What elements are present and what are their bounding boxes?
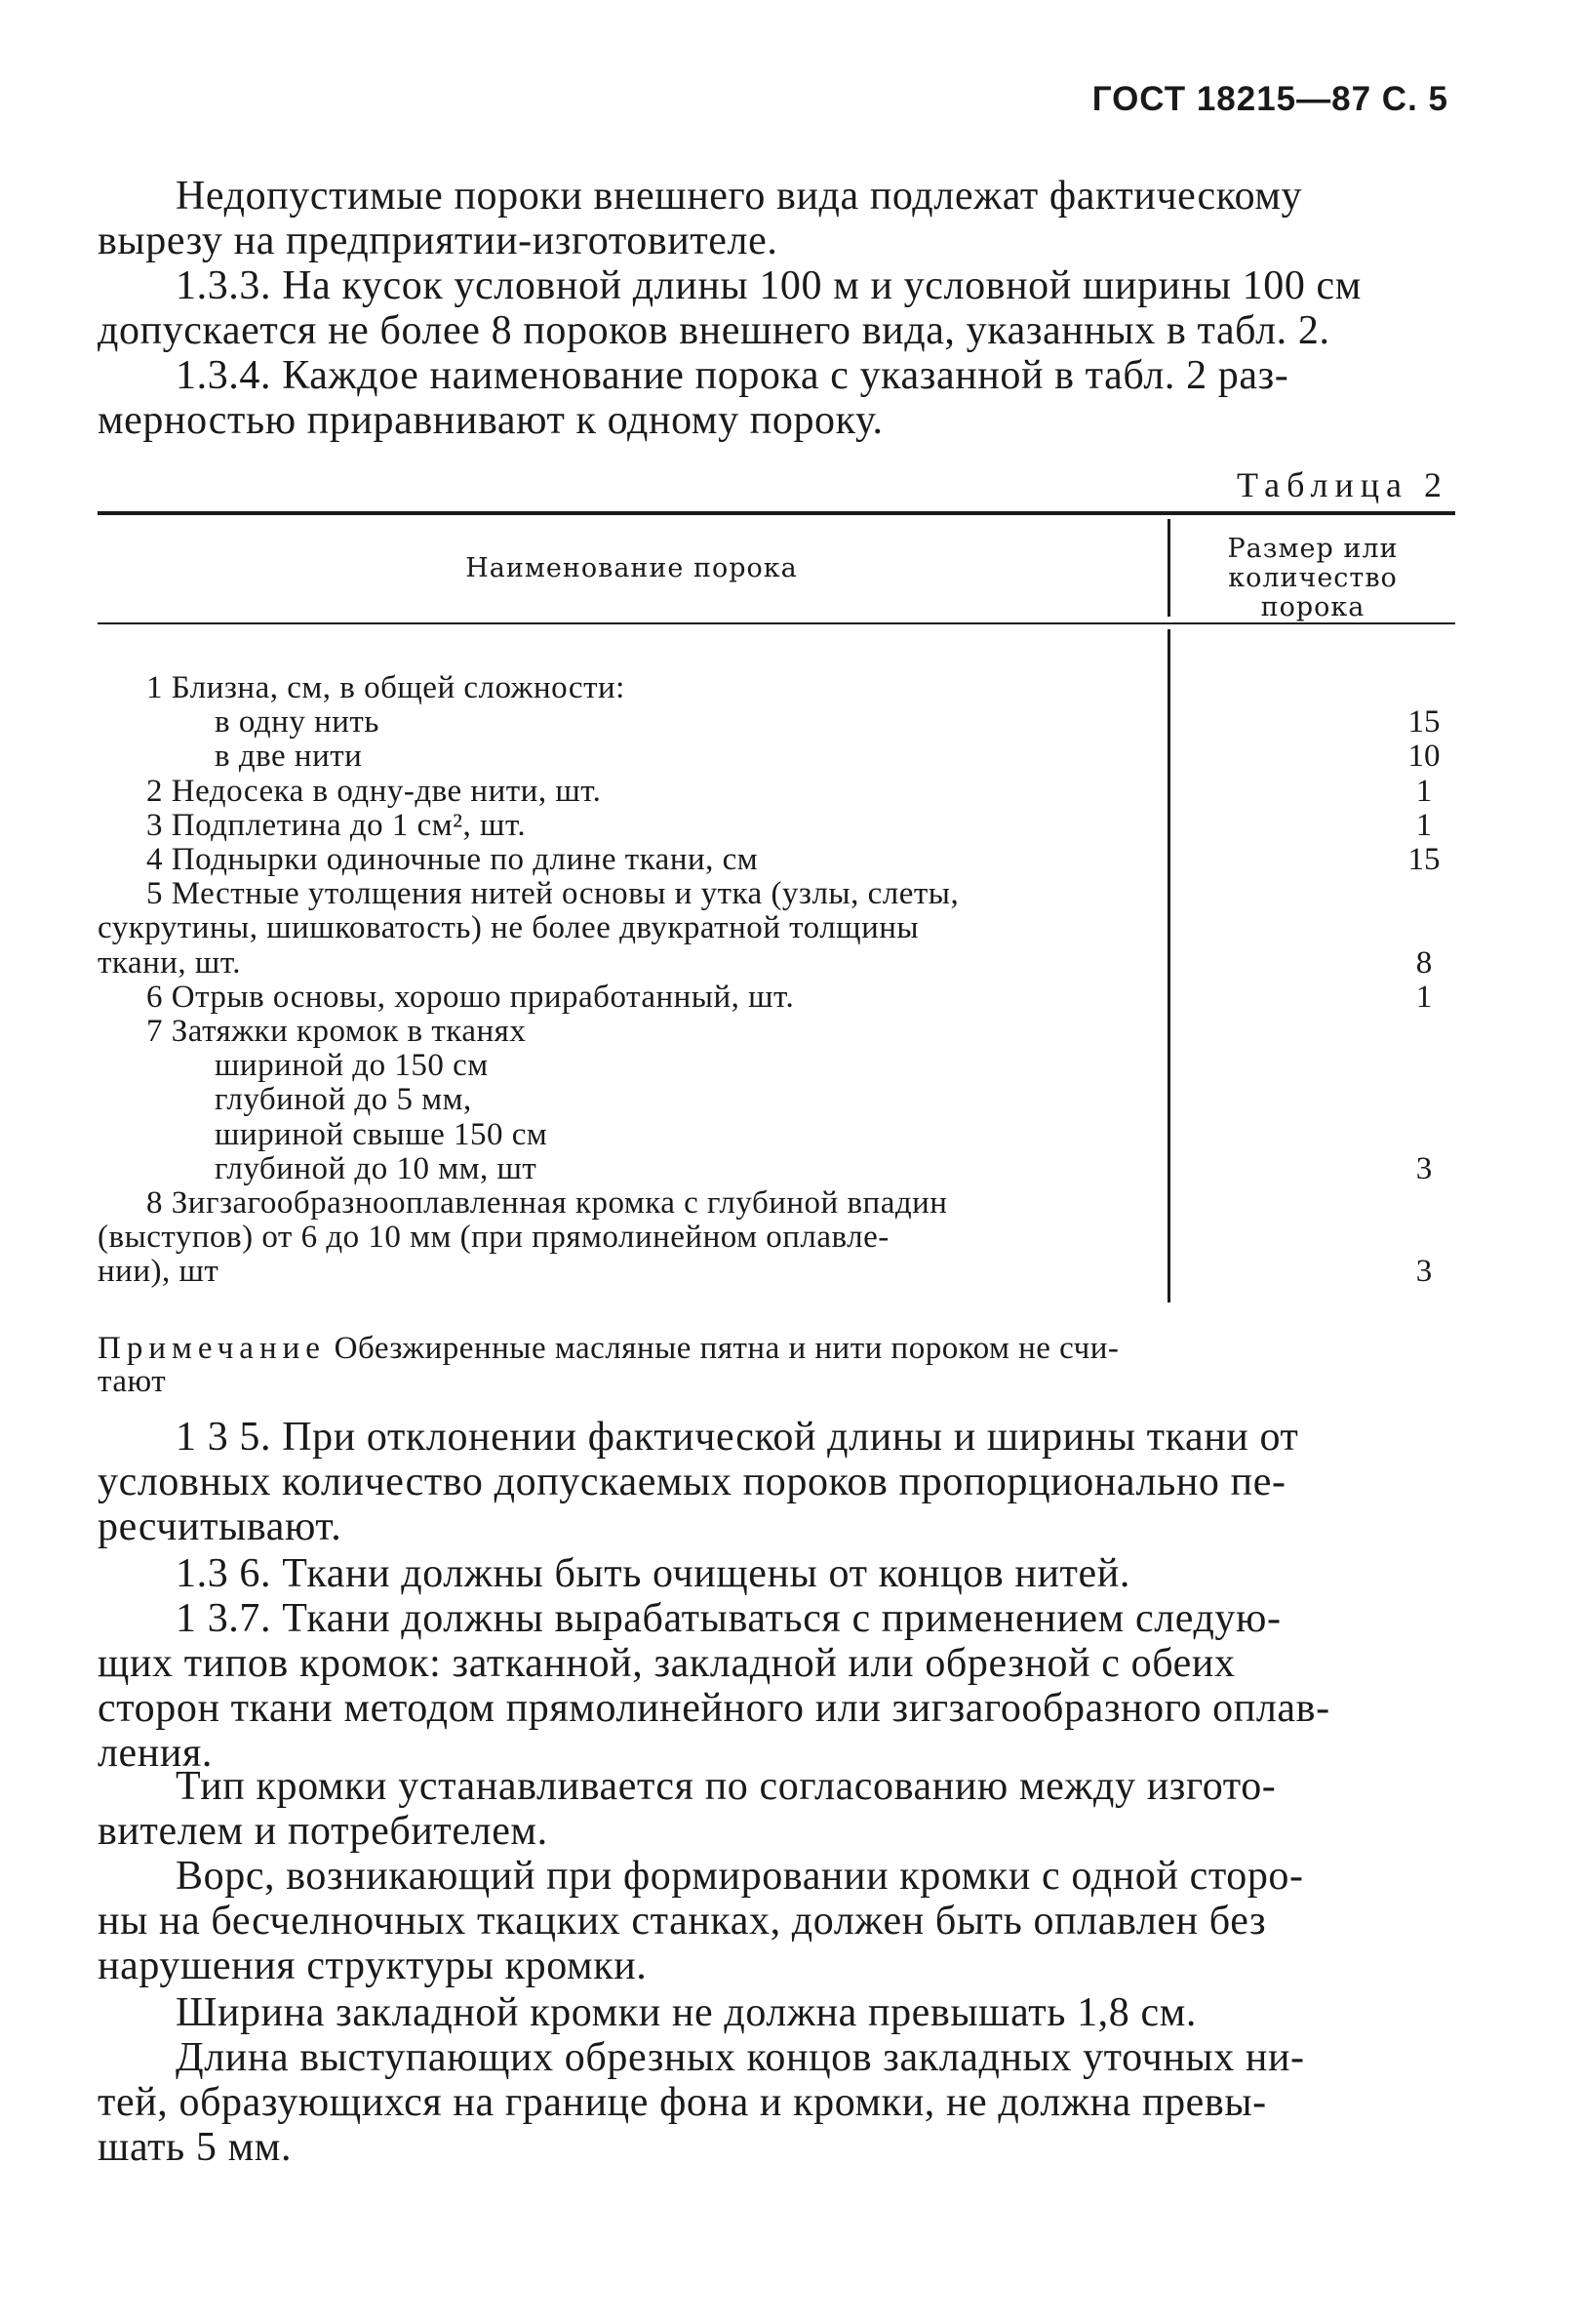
defect-size-cell: 1 <box>1415 979 1433 1015</box>
paragraph-thread-ends <box>98 2035 1463 2170</box>
text-line: Недопустимые пороки внешнего вида подлежат фактическому <box>176 174 1303 219</box>
defect-name-cell: шириной до 150 см <box>215 1048 489 1084</box>
text-line: Ворс, возникающий при формировании кромки с одной сторо- <box>176 1854 1304 1899</box>
defect-name-cell: глубиной до 5 мм, <box>215 1082 472 1118</box>
text-line: 1.3.3. На кусок условной длины 100 м и условной ширины 100 см <box>176 263 1362 308</box>
paragraph-edge-width <box>98 1990 1463 2035</box>
text-line: 1.3 6. Ткани должны быть очищены от концов нитей. <box>176 1551 1130 1596</box>
text-line: шать 5 мм. <box>98 2125 293 2170</box>
defect-name-cell: 5 Местные утолщения нитей основы и утка (узлы, слеты, <box>146 876 960 912</box>
defect-name-cell: 1 Близна, см, в общей сложности: <box>146 670 625 705</box>
paragraph-edge-type <box>98 1764 1463 1854</box>
defect-name-cell: 4 Подныpки одиночные по длине ткани, см <box>146 842 759 877</box>
defect-size-cell: 8 <box>1415 944 1433 981</box>
col-header-line: количество <box>1228 563 1398 593</box>
intro-paragraph-2 <box>98 263 1463 353</box>
text-line: вырезу на предприятии-изготовителе. <box>98 219 778 263</box>
defect-name-cell: в одну нить <box>215 704 379 741</box>
table-caption: Таблица 2 <box>1237 465 1448 504</box>
text-line: тей, образующихся на границе фона и кромки, не должна превы- <box>98 2080 1267 2125</box>
text-line: щих типов кромок: затканной, закладной или обрезной с обеих <box>98 1641 1236 1686</box>
defect-name-cell: 3 Подплетина до 1 см², шт. <box>146 807 527 843</box>
text-line: вителем и потребителем. <box>98 1809 548 1854</box>
defect-size-cell: 3 <box>1415 1254 1433 1290</box>
defect-name-cell: в две нити <box>215 739 363 775</box>
text-line: ресчитывают. <box>98 1504 342 1549</box>
note-text-cont: тают <box>98 1364 167 1399</box>
defect-name-cell: 7 Затяжки кромок в тканях <box>146 1014 527 1049</box>
table-header-rule <box>98 622 1455 624</box>
defect-name-cell: 6 Отрыв основы, хорошо приработанный, шт. <box>146 979 795 1015</box>
defect-size-cell: 15 <box>1407 704 1441 741</box>
defect-size-cell: 1 <box>1415 773 1433 809</box>
text-line: условных количество допускаемых пороков пропорционально пе- <box>98 1460 1286 1504</box>
paragraph-1-3-5 <box>98 1415 1463 1549</box>
text-line: ны на бесчелночных ткацких станках, должен быть оплавлен без <box>98 1899 1267 1943</box>
defect-name-cell: (выступов) от 6 до 10 мм (при прямолинейном оплавле- <box>98 1220 890 1256</box>
text-line: сторон ткани методом прямолинейного или зигзагообразного оплав- <box>98 1686 1330 1731</box>
defect-name-cell: сукрутины, шишковатость) не более двукратной толщины <box>98 910 920 946</box>
page-header: ГОСТ 18215—87 С. 5 <box>1091 80 1448 118</box>
col-header-size <box>1170 535 1455 622</box>
text-line: 1 3 5. При отклонении фактической длины и ширины ткани от <box>176 1415 1299 1460</box>
defect-name-cell: нии), шт <box>98 1254 219 1290</box>
paragraph-1-3-6 <box>98 1551 1463 1596</box>
defect-name-cell: 8 Зигзагообразнооплавленная кромка с глубиной впадин <box>146 1185 948 1221</box>
defect-name-cell: шириной свыше 150 см <box>215 1116 548 1152</box>
text-line: ления. <box>98 1731 213 1776</box>
table-top-rule <box>98 511 1455 515</box>
table-body-divider <box>1167 629 1170 1302</box>
text-line: 1.3.4. Каждое наименование порока с указанной в табл. 2 раз- <box>176 353 1289 398</box>
note-label: Примечание <box>98 1331 326 1366</box>
defect-size-cell: 10 <box>1407 739 1441 775</box>
col-header-line: порока <box>1260 592 1365 622</box>
text-line: Тип кромки устанавливается по согласованию между изгото- <box>176 1764 1277 1809</box>
note-text: Обезжиренные масляные пятна и нити пороком не счи- <box>325 1331 1120 1366</box>
text-line: допускается не более 8 пороков внешнего вида, указанных в табл. 2. <box>98 308 1330 353</box>
col-header-name: Наименование порока <box>465 553 798 583</box>
col-header-line: Размер или <box>1227 534 1399 564</box>
defect-name-cell: ткани, шт. <box>98 944 242 981</box>
text-line: мерностью приравнивают к одному пороку. <box>98 398 884 443</box>
defect-name-cell: глубиной до 10 мм, шт <box>215 1150 537 1186</box>
defect-size-cell: 1 <box>1415 807 1433 843</box>
table-note <box>98 1332 1463 1398</box>
intro-paragraph-1 <box>98 174 1463 263</box>
paragraph-pile <box>98 1854 1463 1988</box>
text-line: нарушения структуры кромки. <box>98 1943 648 1988</box>
text-line: Ширина закладной кромки не должна превышать 1,8 см. <box>176 1990 1197 2035</box>
defect-size-cell: 3 <box>1415 1150 1433 1186</box>
defect-size-cell: 15 <box>1407 842 1441 877</box>
paragraph-1-3-7 <box>98 1596 1463 1776</box>
text-line: 1 3.7. Ткани должны вырабатываться с применением следую- <box>176 1596 1282 1641</box>
defect-name-cell: 2 Недосека в одну-две нити, шт. <box>146 773 602 809</box>
intro-paragraph-3 <box>98 353 1463 443</box>
text-line: Длина выступающих обрезных концов закладных уточных ни- <box>176 2035 1305 2080</box>
